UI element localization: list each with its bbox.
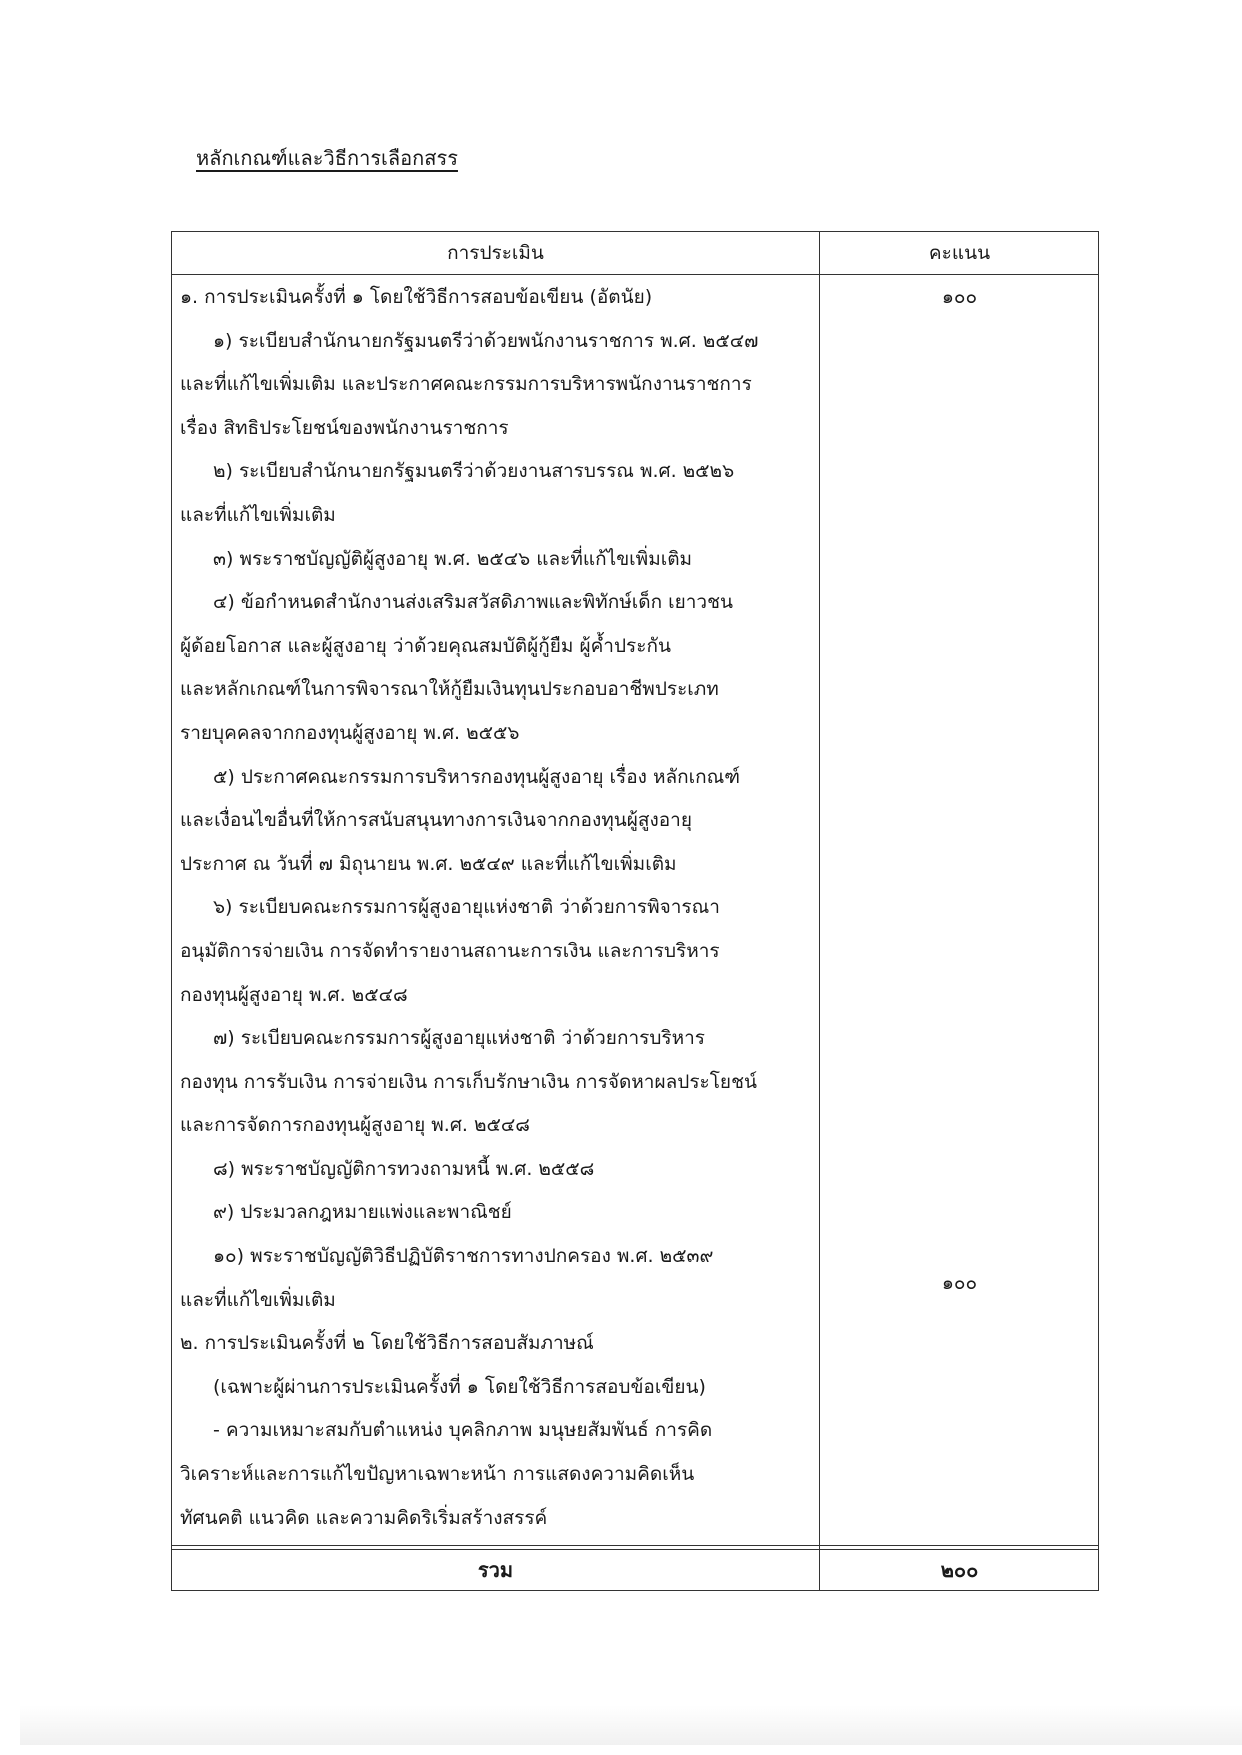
list-item-cont: และที่แก้ไขเพิ่มเติม และประกาศคณะกรรมการบริหารพนักงานราชการ: [180, 373, 752, 396]
list-item: ๗) ระเบียบคณะกรรมการผู้สูงอายุแห่งชาติ ว่าด้วยการบริหาร: [213, 1027, 705, 1050]
list-item: - ความเหมาะสมกับตำแหน่ง บุคลิกภาพ มนุษยสัมพันธ์ การคิด: [213, 1419, 713, 1442]
list-item: ๑๐) พระราชบัญญัติวิธีปฏิบัติราชการทางปกครอง พ.ศ. ๒๕๓๙: [213, 1245, 714, 1268]
list-item: ๖) ระเบียบคณะกรรมการผู้สูงอายุแห่งชาติ ว่าด้วยการพิจารณา: [213, 896, 720, 919]
section-1-title: ๑. การประเมินครั้งที่ ๑ โดยใช้วิธีการสอบข้อเขียน (อัตนัย): [180, 286, 653, 308]
list-item-cont: และเงื่อนไขอื่นที่ให้การสนับสนุนทางการเงินจากกองทุนผู้สูงอายุ: [180, 809, 692, 832]
assessment-content: [180, 276, 812, 1540]
total-label: รวม: [477, 1558, 514, 1582]
list-item-cont: ทัศนคติ แนวคิด และความคิดริเริ่มสร้างสรรค์: [180, 1506, 548, 1529]
section-2-note: (เฉพาะผู้ผ่านการประเมินครั้งที่ ๑ โดยใช้วิธีการสอบข้อเขียน): [213, 1375, 706, 1398]
list-item-cont: และการจัดการกองทุนผู้สูงอายุ พ.ศ. ๒๕๔๘: [180, 1114, 530, 1137]
list-item-cont: รายบุคคลจากกองทุนผู้สูงอายุ พ.ศ. ๒๕๕๖: [180, 721, 520, 744]
list-item: ๙) ประมวลกฎหมายแพ่งและพาณิชย์: [213, 1201, 512, 1224]
list-item-cont: กองทุน การรับเงิน การจ่ายเงิน การเก็บรักษาเงิน การจัดหาผลประโยชน์: [180, 1070, 757, 1093]
criteria-table: [171, 231, 1099, 1591]
header-divider: [172, 274, 1098, 275]
column-header-assessment: การประเมิน: [447, 242, 544, 264]
list-item-cont: ผู้ด้อยโอกาส และผู้สูงอายุ ว่าด้วยคุณสมบัติผู้กู้ยืม ผู้ค้ำประกัน: [180, 634, 671, 657]
list-item-cont: เรื่อง สิทธิประโยชน์ของพนักงานราชการ: [180, 416, 509, 439]
score-part-1: ๑๐๐: [941, 286, 978, 308]
list-item-cont: ประกาศ ณ วันที่ ๗ มิถุนายน พ.ศ. ๒๕๔๙ และที่แก้ไขเพิ่มเติม: [180, 852, 677, 875]
list-item-cont: และหลักเกณฑ์ในการพิจารณาให้กู้ยืมเงินทุนประกอบอาชีพประเภท: [180, 678, 719, 701]
list-item: ๕) ประกาศคณะกรรมการบริหารกองทุนผู้สูงอายุ เรื่อง หลักเกณฑ์: [213, 765, 741, 788]
scan-edge: [20, 1705, 1242, 1745]
total-value: ๒๐๐: [940, 1558, 979, 1582]
list-item-cont: วิเคราะห์และการแก้ไขปัญหาเฉพาะหน้า การแสดงความคิดเห็น: [180, 1463, 695, 1486]
list-item: ๔) ข้อกำหนดสำนักงานส่งเสริมสวัสดิภาพและพิทักษ์เด็ก เยาวชน: [213, 591, 733, 614]
list-item: ๘) พระราชบัญญัติการทวงถามหนี้ พ.ศ. ๒๕๕๘: [213, 1157, 595, 1180]
list-item-cont: อนุมัติการจ่ายเงิน การจัดทำรายงานสถานะการเงิน และการบริหาร: [180, 939, 720, 962]
list-item: ๓) พระราชบัญญัติผู้สูงอายุ พ.ศ. ๒๕๔๖ และที่แก้ไขเพิ่มเติม: [213, 547, 693, 570]
column-divider: [819, 232, 820, 1590]
total-divider-top: [172, 1545, 1098, 1546]
list-item-cont: และที่แก้ไขเพิ่มเติม: [180, 503, 336, 526]
score-part-2: ๑๐๐: [941, 1272, 978, 1294]
section-2-title: ๒. การประเมินครั้งที่ ๒ โดยใช้วิธีการสอบสัมภาษณ์: [180, 1332, 594, 1355]
list-item: ๒) ระเบียบสำนักนายกรัฐมนตรีว่าด้วยงานสารบรรณ พ.ศ. ๒๕๒๖: [213, 460, 735, 483]
page-heading: หลักเกณฑ์และวิธีการเลือกสรร: [196, 146, 458, 170]
list-item-cont: กองทุนผู้สูงอายุ พ.ศ. ๒๕๔๘: [180, 983, 408, 1006]
list-item-cont: และที่แก้ไขเพิ่มเติม: [180, 1288, 336, 1311]
list-item: ๑) ระเบียบสำนักนายกรัฐมนตรีว่าด้วยพนักงานราชการ พ.ศ. ๒๕๔๗: [213, 329, 759, 352]
column-header-score: คะแนน: [928, 242, 991, 264]
